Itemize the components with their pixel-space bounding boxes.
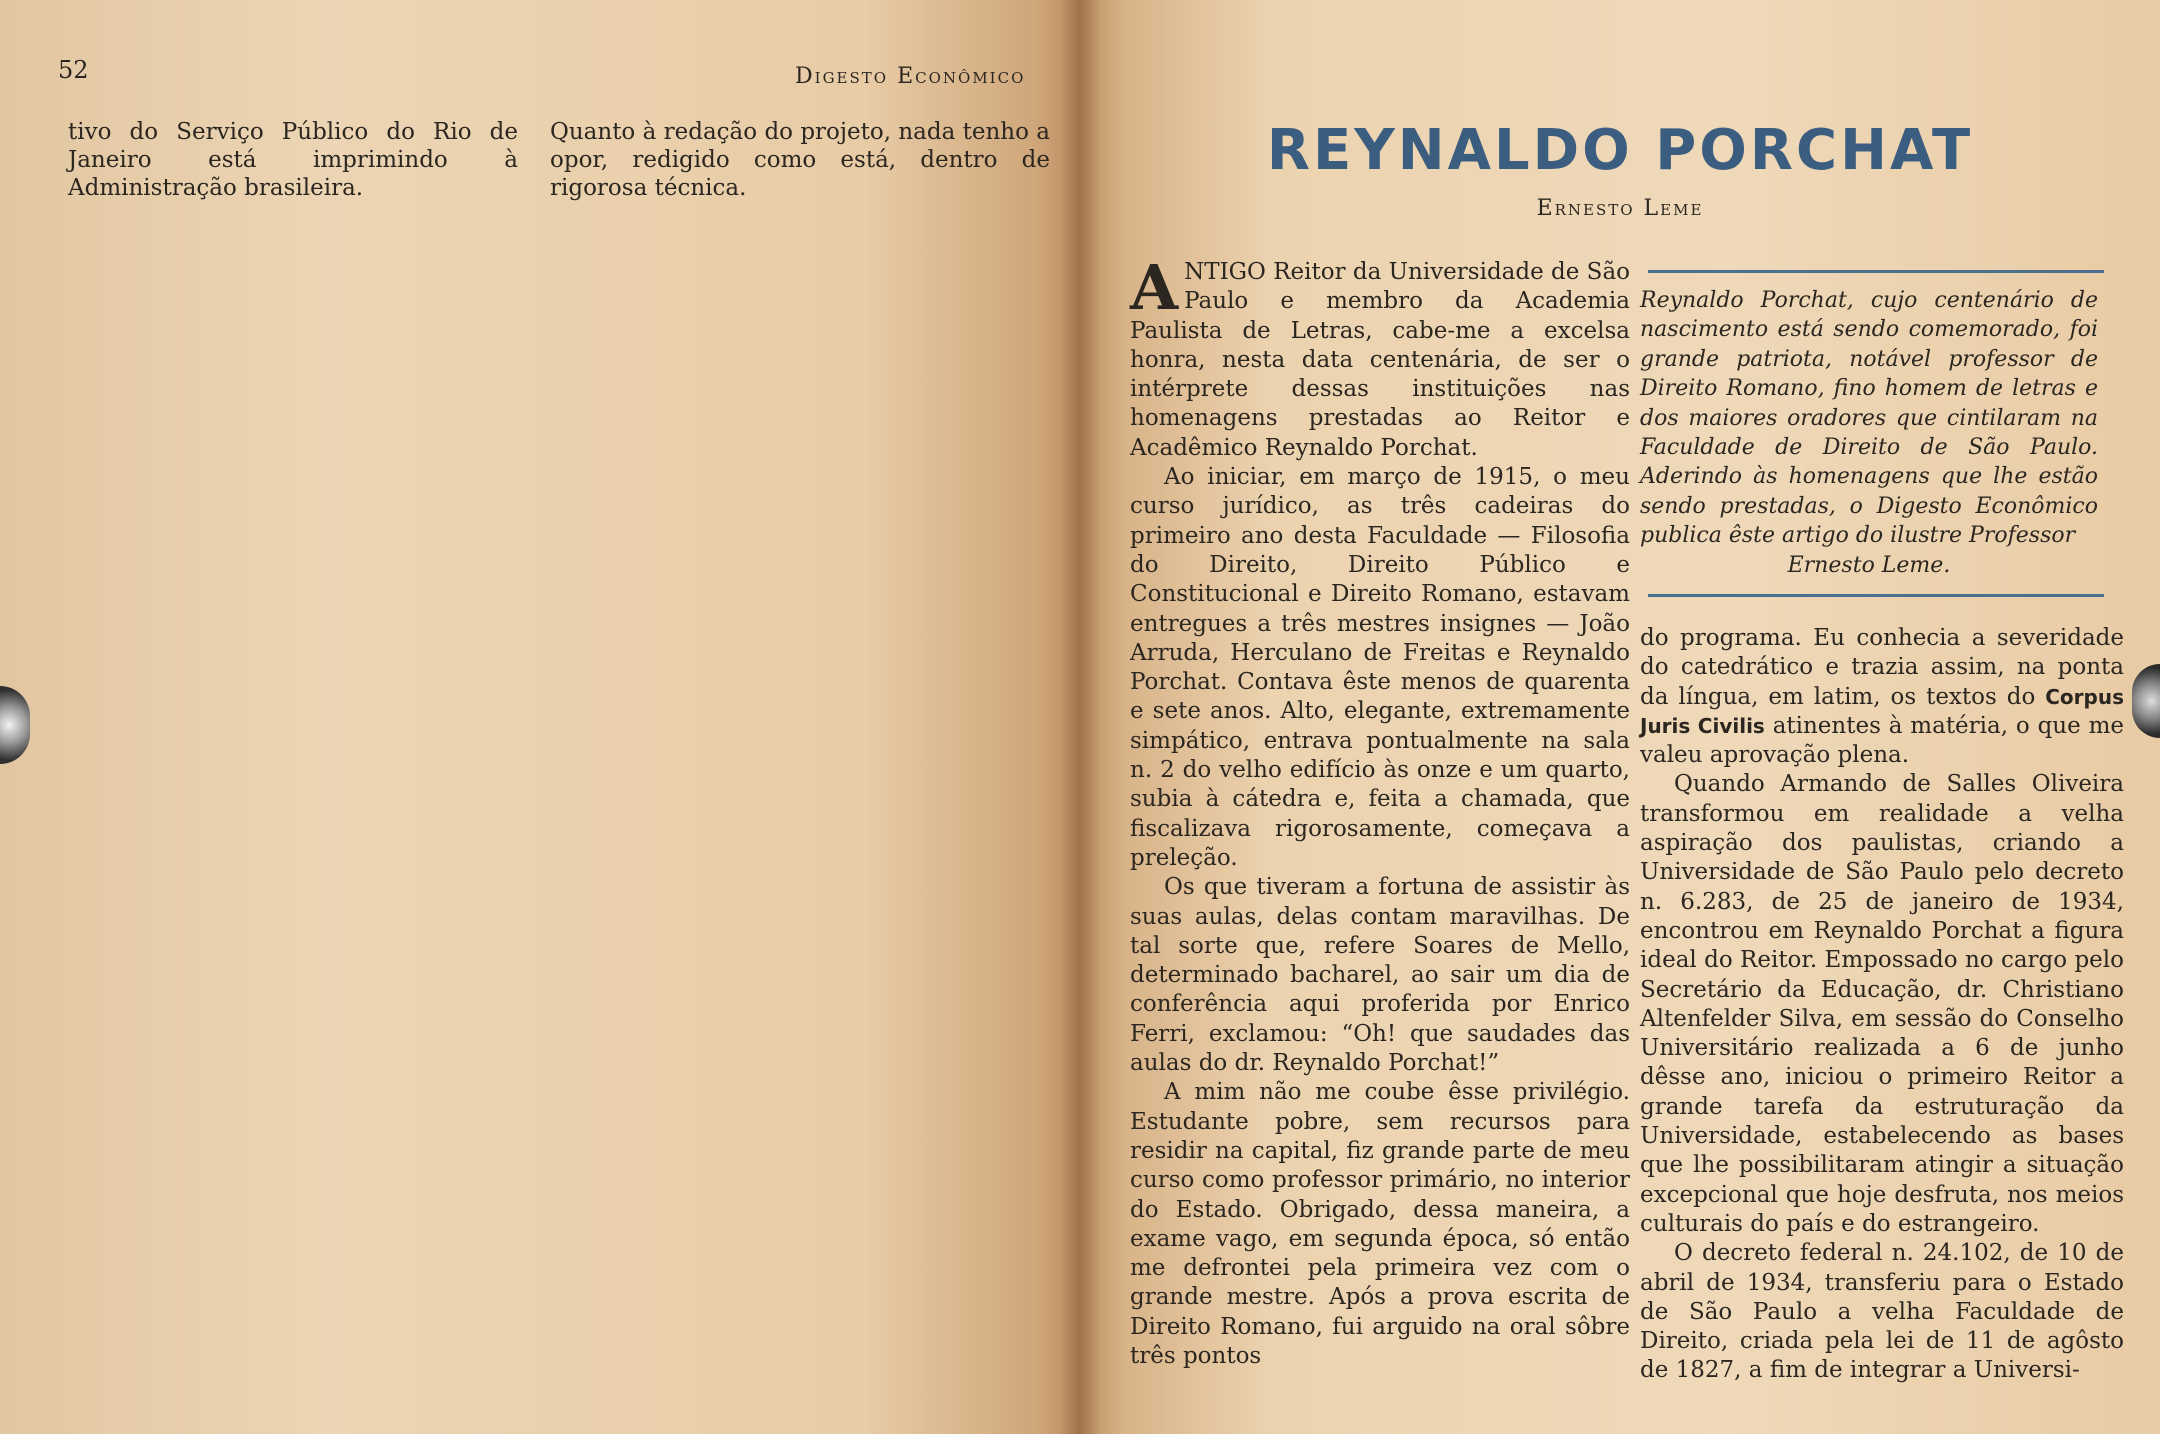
left-column-2 [550, 118, 1050, 202]
editor-note-signature: Ernesto Leme. [1787, 552, 1951, 578]
paragraph: O decreto federal n. 24.102, de 10 de abril de 1934, transferiu para o Estado de São Paulo a velha Faculdade de Direito, criada pela lei de 11 de agôsto de 1827, a fim de integrar a Universi- [1640, 1240, 2124, 1384]
paragraph: Quando Armando de Salles Oliveira transformou em realidade a velha aspiração dos paulistas, criando a Universidade de São Paulo pelo decreto n. 6.283, de 25 de janeiro de 1934, encontrou em Reynaldo Porchat a figura ideal do Reitor. Empossado no cargo pelo Secretário da Educação, dr. Christiano Altenfelder Silva, em sessão do Conselho Universitário realizada a 6 de junho dêsse ano, iniciou o primeiro Reitor a grande tarefa da estruturação da Universidade, estabelecendo as bases que lhe possibilitaram atingir a situação excepcional que hoje desfruta, nos meios culturais do país e do estrangeiro. [1640, 771, 2124, 1237]
article-column-1 [1130, 251, 1630, 1371]
paragraph-text: do programa. Eu conhecia a severidade do catedrático e trazia assim, na ponta da língua, em latim, os textos do [1640, 625, 2124, 710]
page-number: 52 [58, 56, 89, 84]
paragraph: tivo do Serviço Público do Rio de Janeiro está imprimindo à Administração brasileira. [68, 119, 518, 201]
lead-text: NTIGO Reitor da Universidade de São Paulo e membro da Academia Paulista de Letras, cabe-me a excelsa honra, nesta data centenária, de ser o intérprete dessas instituições nas homenagens prestadas ao Reitor e Acadêmico Reynaldo Porchat. [1130, 259, 1630, 461]
corpus-juris-term: Corpus Juris Civilis [1640, 684, 2124, 738]
paragraph [1640, 624, 2124, 770]
article-column-2 [1640, 624, 2124, 1386]
sidebar-bottom-rule [1648, 594, 2104, 597]
paragraph-text: atinentes à matéria, o que me valeu aprovação plena. [1640, 712, 2124, 769]
editor-note-text: Reynaldo Porchat, cujo centenário de nascimento está sendo comemorado, foi grande patriota, notável professor de Direito Romano, fino homem de letras e dos maiores oradores que cintilaram na Faculdade de Direito de São Paulo. Aderindo às homenagens que lhe estão sendo prestadas, o Digesto Econômico publica êste artigo do ilustre Professor [1640, 288, 2098, 549]
article-title: REYNALDO PORCHAT [1266, 118, 1974, 183]
left-column-1 [68, 118, 518, 202]
paragraph: A mim não me coube êsse privilégio. Estudante pobre, sem recursos para residir na capital, fiz grande parte de meu curso como professor primário, no interior do Estado. Obrigado, dessa maneira, a exame vago, em segunda época, só então me defrontei pela primeira vez com o grande mestre. Após a prova escrita de Direito Romano, fui arguido na oral sôbre três pontos [1130, 1079, 1630, 1369]
editor-note [1640, 286, 2098, 580]
sidebar-top-rule [1648, 270, 2104, 273]
paragraph: Ao iniciar, em março de 1915, o meu curso jurídico, as três cadeiras do primeiro ano desta Faculdade — Filosofia do Direito, Direito Público e Constitucional e Direito Romano, estavam entregues a três mestres insignes — João Arruda, Herculano de Freitas e Reynaldo Porchat. Contava êste menos de quarenta e sete anos. Alto, elegante, extremamente simpático, entrava pontualmente na sala n. 2 do velho edifício às onze e um quarto, subia à cátedra e, feita a chamada, que fiscalizava rigorosamente, começava a preleção. [1130, 464, 1630, 871]
drop-cap: A [1130, 251, 1179, 324]
paragraph: Quanto à redação do projeto, nada tenho a opor, redigido como está, dentro de rigorosa técnica. [550, 119, 1050, 201]
article-byline: Ernesto Leme [1536, 196, 1704, 221]
paragraph: Os que tiveram a fortuna de assistir às suas aulas, delas contam maravilhas. De tal sorte que, refere Soares de Mello, determinado bacharel, ao sair um dia de conferência aqui proferida por Enrico Ferri, exclamou: “Oh! que saudades das aulas do dr. Reynaldo Porchat!” [1130, 874, 1630, 1077]
running-head: Digesto Econômico [795, 64, 1026, 89]
lead-paragraph [1130, 251, 1630, 463]
